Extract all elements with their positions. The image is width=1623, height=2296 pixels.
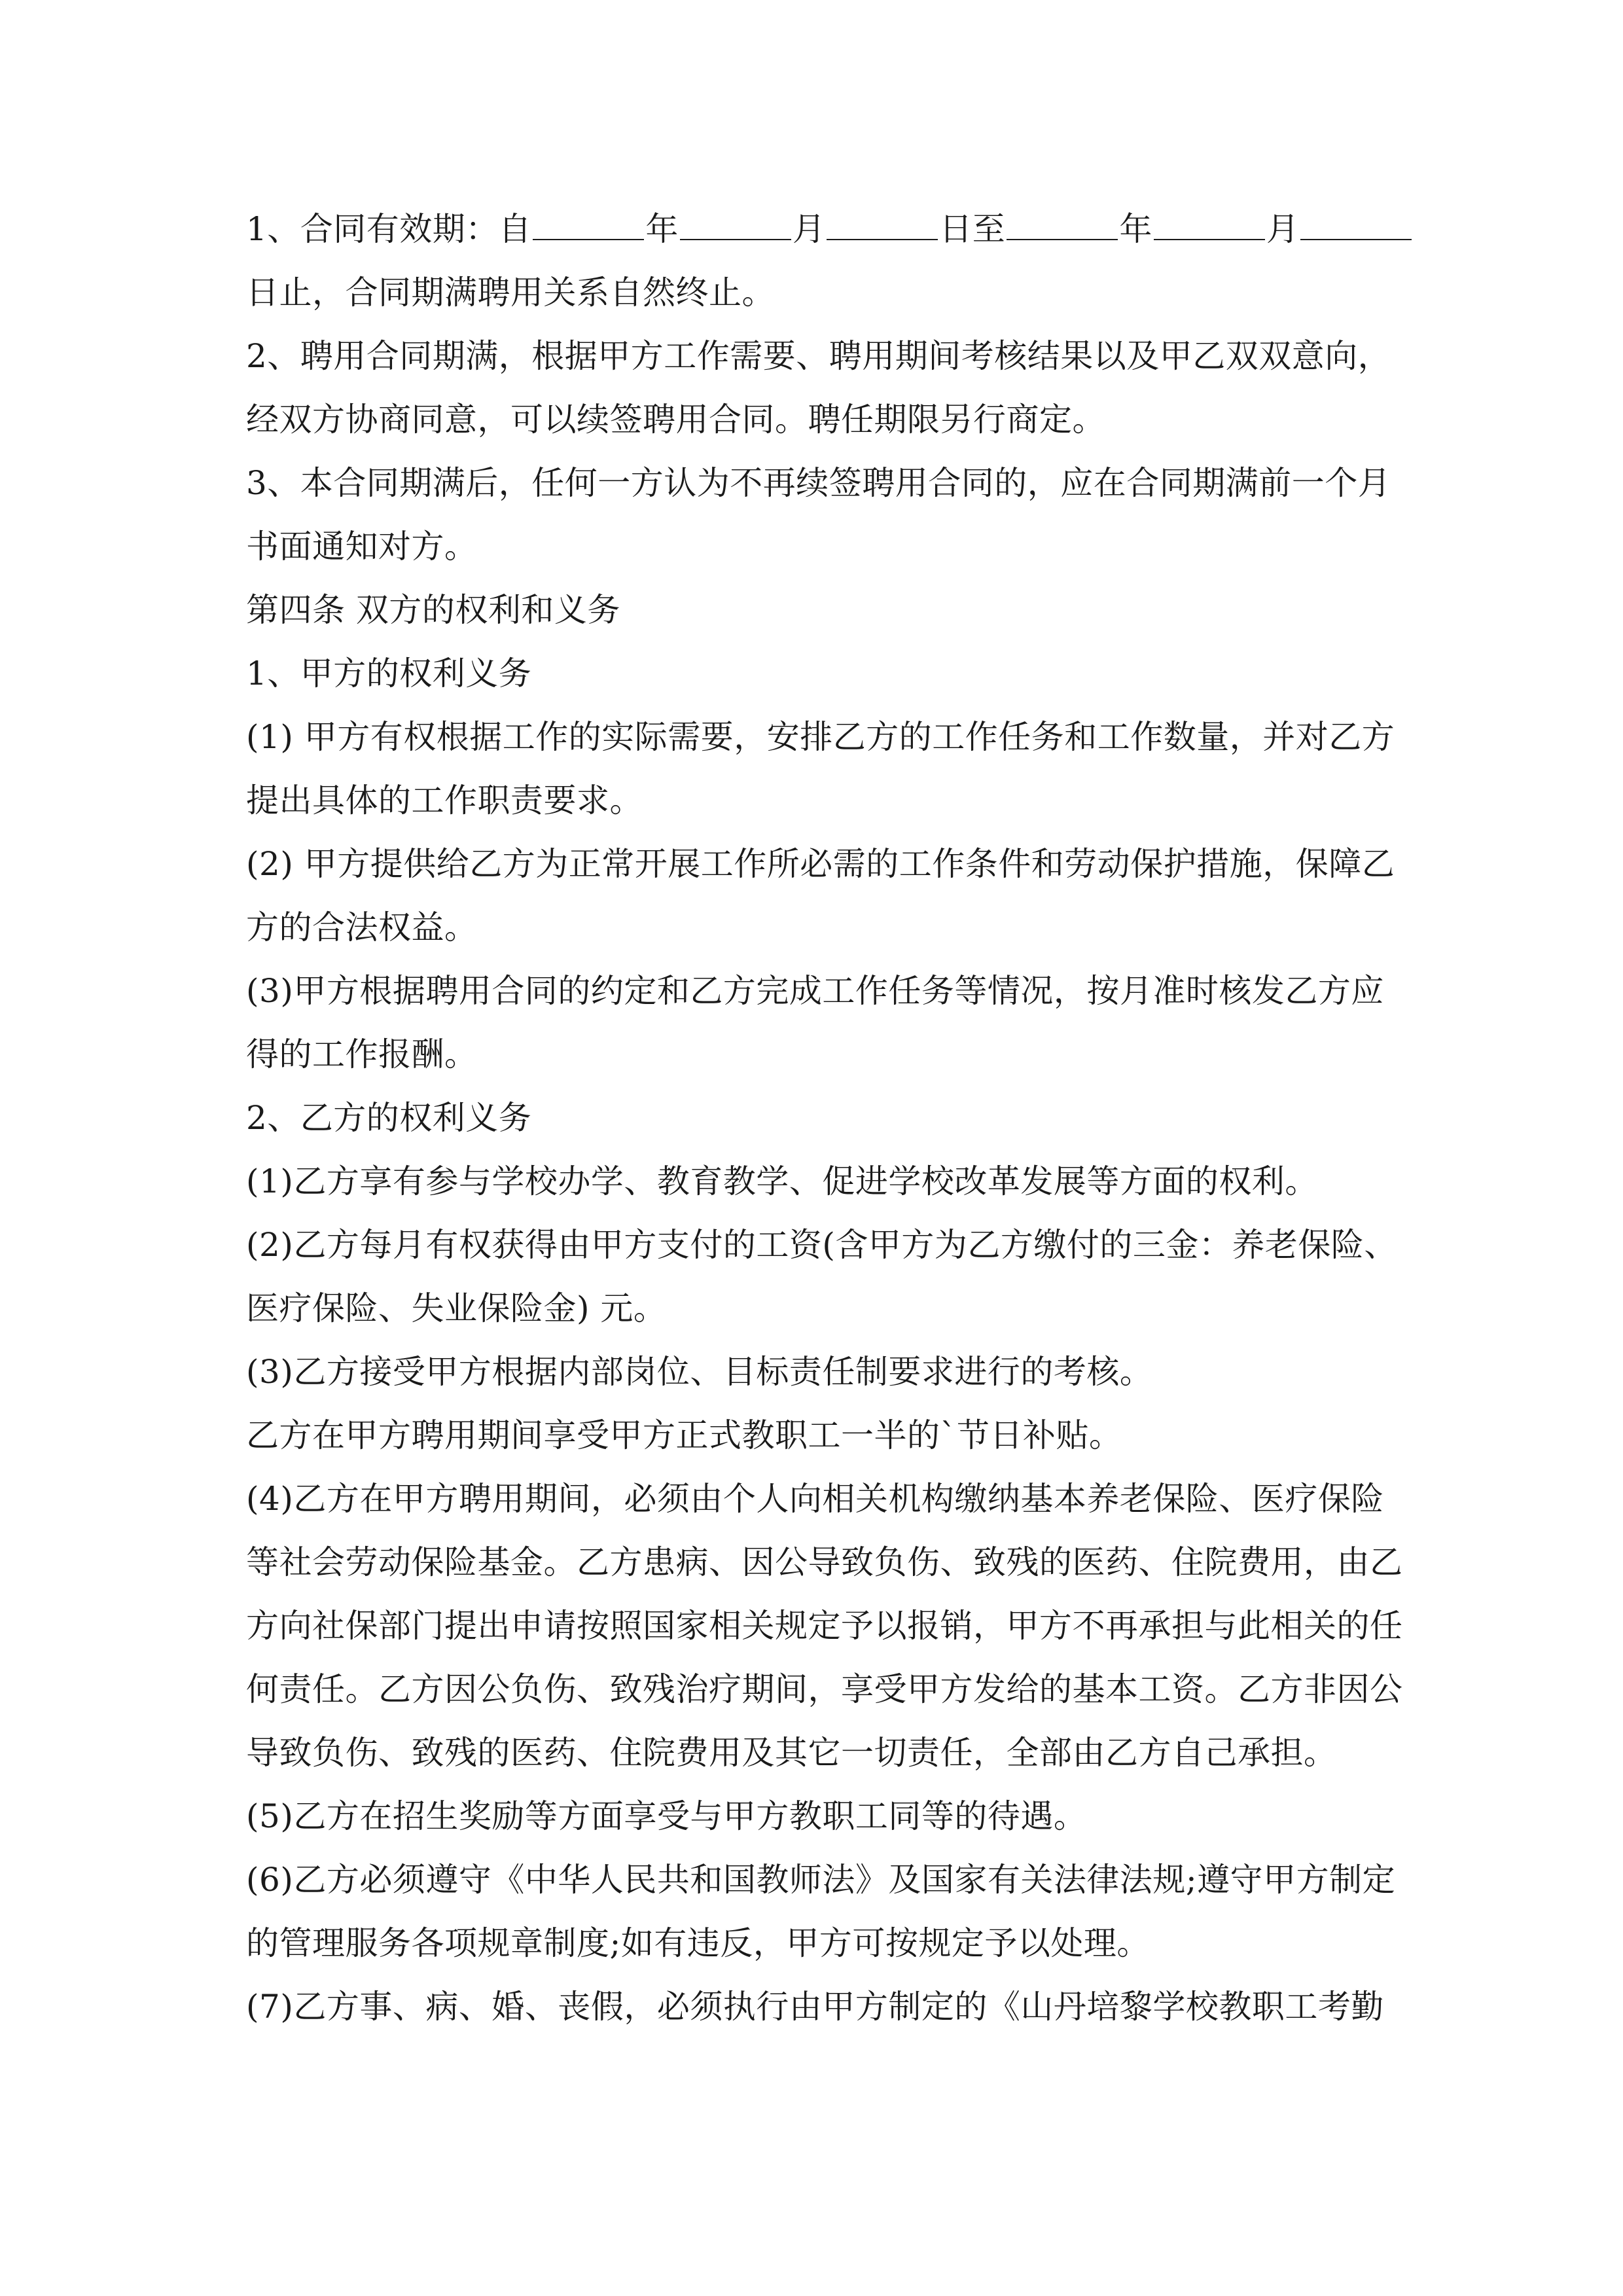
section-heading: 2、乙方的权利义务	[246, 1099, 532, 1137]
text-line: 的管理服务各项规章制度;如有违反，甲方可按规定予以处理。	[246, 1924, 1150, 1962]
validity-prefix: 1、合同有效期：自	[246, 210, 532, 248]
text-line: 书面通知对方。	[246, 528, 478, 565]
text-line: 经双方协商同意，可以续签聘用合同。聘任期限另行商定。	[246, 401, 1105, 439]
text-line: (3)甲方根据聘用合同的约定和乙方完成工作任务等情况，按月准时核发乙方应	[246, 972, 1384, 1010]
day-blank-start	[827, 210, 938, 240]
month-label-start: 月	[792, 210, 826, 248]
year-label-end: 年	[1119, 210, 1152, 248]
text-line: (6)乙方必须遵守《中华人民共和国教师法》及国家有关法律法规;遵守甲方制定	[246, 1861, 1396, 1899]
text-line: 3、本合同期满后，任何一方认为不再续签聘用合同的，应在合同期满前一个月	[246, 464, 1391, 502]
text-line: (7)乙方事、病、婚、丧假，必须执行由甲方制定的《山丹培黎学校教职工考勤	[246, 1988, 1384, 2026]
text-line: 方向社保部门提出申请按照国家相关规定予以报销，甲方不再承担与此相关的任	[246, 1607, 1403, 1645]
month-blank-end	[1154, 210, 1265, 240]
contract-validity-line	[246, 209, 1413, 249]
text-line: (2) 甲方提供给乙方为正常开展工作所必需的工作条件和劳动保护措施，保障乙	[246, 845, 1395, 883]
text-line: (1) 甲方有权根据工作的实际需要，安排乙方的工作任务和工作数量，并对乙方	[246, 718, 1395, 756]
text-line: 乙方在甲方聘用期间享受甲方正式教职工一半的`节日补贴。	[246, 1416, 1122, 1454]
day-blank-end	[1300, 210, 1412, 240]
day-to-label: 日至	[939, 210, 1006, 248]
text-line: 何责任。乙方因公负伤、致残治疗期间，享受甲方发给的基本工资。乙方非因公	[246, 1670, 1403, 1708]
text-line: (2)乙方每月有权获得由甲方支付的工资(含甲方为乙方缴付的三金：养老保险、	[246, 1226, 1397, 1264]
text-line: 日止，合同期满聘用关系自然终止。	[246, 274, 775, 312]
year-label-start: 年	[645, 210, 679, 248]
text-line: 等社会劳动保险基金。乙方患病、因公导致负伤、致残的医药、住院费用，由乙	[246, 1543, 1403, 1581]
year-blank-end	[1007, 210, 1118, 240]
text-line: 得的工作报酬。	[246, 1035, 478, 1073]
article-heading: 第四条 双方的权利和义务	[246, 591, 620, 629]
text-line: 方的合法权益。	[246, 908, 478, 946]
year-blank-start	[533, 210, 644, 240]
section-heading: 1、甲方的权利义务	[246, 655, 532, 692]
month-blank-start	[680, 210, 791, 240]
month-label-end: 月	[1266, 210, 1300, 248]
text-line: (3)乙方接受甲方根据内部岗位、目标责任制要求进行的考核。	[246, 1353, 1153, 1391]
text-line: (1)乙方享有参与学校办学、教育教学、促进学校改革发展等方面的权利。	[246, 1162, 1318, 1200]
text-line: (4)乙方在甲方聘用期间，必须由个人向相关机构缴纳基本养老保险、医疗保险	[246, 1480, 1384, 1518]
text-line: 2、聘用合同期满，根据甲方工作需要、聘用期间考核结果以及甲乙双双意向，	[246, 337, 1391, 375]
text-line: 导致负伤、致残的医药、住院费用及其它一切责任，全部由乙方自己承担。	[246, 1734, 1337, 1772]
text-line: 医疗保险、失业保险金) 元。	[246, 1289, 667, 1327]
text-line: 提出具体的工作职责要求。	[246, 781, 643, 819]
text-line: (5)乙方在招生奖励等方面享受与甲方教职工同等的待遇。	[246, 1797, 1087, 1835]
